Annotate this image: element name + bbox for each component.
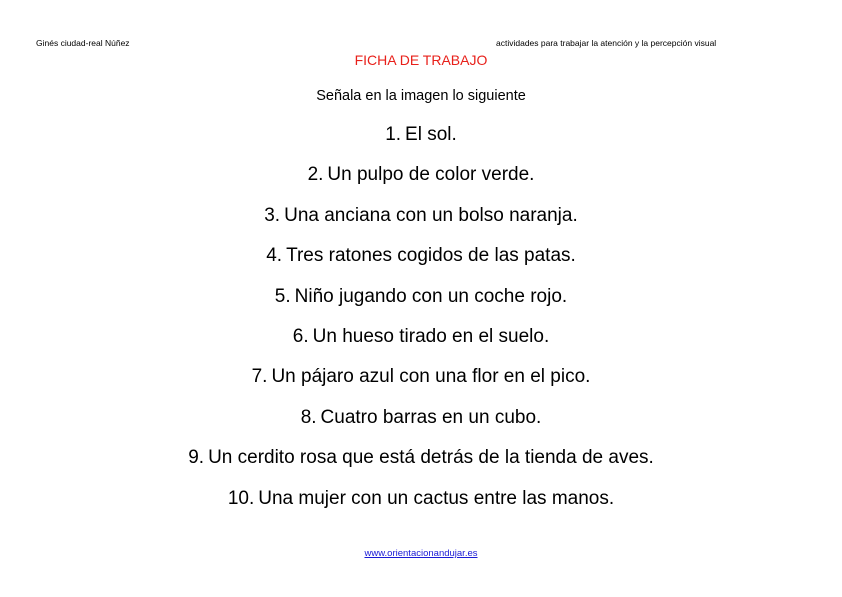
- task-text: Un pájaro azul con una flor en el pico.: [271, 366, 591, 388]
- task-number: 5.: [274, 285, 291, 307]
- task-number: 7.: [251, 366, 268, 388]
- task-text: Niño jugando con un coche rojo.: [294, 285, 568, 307]
- footer: [0, 548, 842, 559]
- task-number: 8.: [300, 406, 317, 428]
- task-number: 9.: [188, 447, 205, 469]
- task-item-10: [0, 485, 842, 525]
- task-item-8: [0, 404, 842, 444]
- task-list: [0, 121, 842, 525]
- task-text: Un pulpo de color verde.: [327, 164, 535, 186]
- instruction-text: Señala en la imagen lo siguiente: [316, 88, 526, 104]
- task-number: 6.: [292, 325, 309, 347]
- task-text: Una mujer con un cactus entre las manos.: [258, 487, 615, 509]
- task-number: 3.: [264, 204, 281, 226]
- header-subject: actividades para trabajar la atención y la percepción visual: [496, 38, 717, 48]
- task-text: Una anciana con un bolso naranja.: [284, 204, 578, 226]
- task-text: Un cerdito rosa que está detrás de la tienda de aves.: [208, 447, 654, 469]
- task-item-4: [0, 242, 842, 282]
- task-item-7: [0, 363, 842, 403]
- website-link[interactable]: www.orientacionandujar.es: [364, 548, 478, 559]
- page-title: FICHA DE TRABAJO: [354, 52, 488, 68]
- header-author: Ginés ciudad-real Núñez: [36, 38, 130, 48]
- task-text: Cuatro barras en un cubo.: [320, 406, 542, 428]
- task-item-9: [0, 444, 842, 484]
- task-text: Tres ratones cogidos de las patas.: [286, 245, 576, 267]
- task-number: 4.: [266, 245, 283, 267]
- task-item-6: [0, 323, 842, 363]
- task-item-2: [0, 161, 842, 201]
- task-text: El sol.: [405, 124, 457, 145]
- task-number: 2.: [307, 164, 324, 186]
- task-item-5: [0, 283, 842, 323]
- task-item-1: [0, 121, 842, 161]
- task-text: Un hueso tirado en el suelo.: [312, 325, 550, 347]
- task-number: 10.: [227, 487, 255, 509]
- task-item-3: [0, 202, 842, 242]
- task-number: 1.: [385, 124, 402, 145]
